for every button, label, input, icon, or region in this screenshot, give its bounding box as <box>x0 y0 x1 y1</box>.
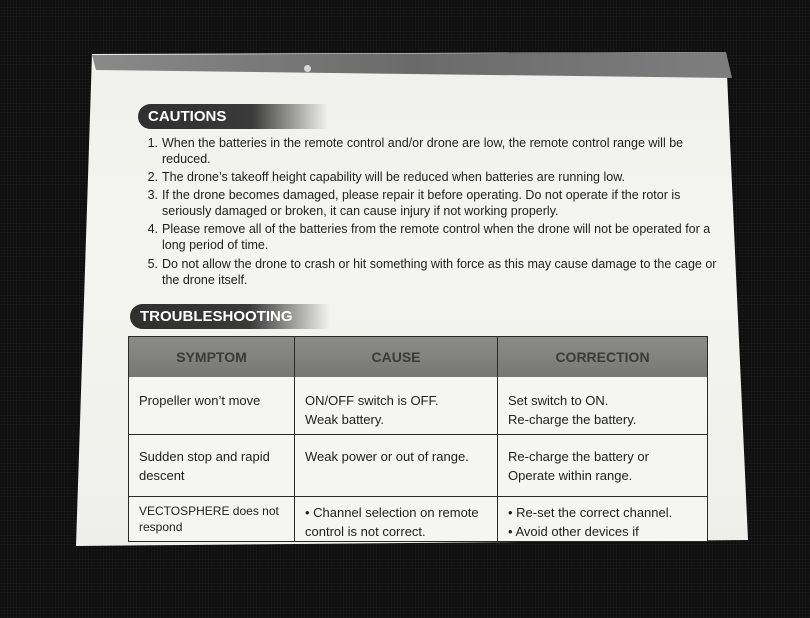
cause-cell <box>295 377 498 435</box>
correction-line: Set switch to ON. <box>508 393 609 408</box>
caution-number: 3. <box>147 188 158 202</box>
correction-line: Re-charge the battery. <box>508 412 637 427</box>
cautions-heading: CAUTIONS <box>138 104 328 129</box>
symptom-cell: Sudden stop and rapid descent <box>129 435 295 497</box>
column-header-correction: CORRECTION <box>498 337 707 377</box>
caution-text: Please remove all of the batteries from the remote control when the drone will not be operated for a long period of time. <box>162 222 711 252</box>
caution-text: Do not allow the drone to crash or hit something with force as this may cause damage to the cage or the drone itself. <box>162 257 717 287</box>
caution-number: 4. <box>147 222 158 236</box>
cause-line: Weak battery. <box>305 412 384 427</box>
caution-number: 5. <box>147 257 158 271</box>
correction-cell <box>498 497 707 542</box>
symptom-cell: Propeller won’t move <box>129 377 295 435</box>
caution-number: 2. <box>147 170 158 184</box>
correction-line: Re-charge the battery or Operate within range. <box>508 449 649 483</box>
strip-hole <box>304 65 311 72</box>
cause-cell <box>295 497 498 542</box>
troubleshooting-heading: TROUBLESHOOTING <box>130 304 330 329</box>
column-header-cause: CAUSE <box>295 337 498 377</box>
symptom-cell: VECTOSPHERE does not respond <box>129 497 295 542</box>
caution-number: 1. <box>147 136 158 150</box>
cause-line: ON/OFF switch is OFF. <box>305 393 439 408</box>
correction-line: • Re-set the correct channel. <box>508 505 673 520</box>
troubleshooting-table <box>128 336 708 542</box>
cause-cell <box>295 435 498 497</box>
cause-line: • Channel selection on remote control is not correct. <box>305 505 479 539</box>
caution-text: If the drone becomes damaged, please repair it before operating. Do not operate if the rotor is seriously damaged or broken, it can cause injury if not working properly. <box>162 188 681 218</box>
caution-text: The drone’s takeoff height capability will be reduced when batteries are running low. <box>162 170 626 184</box>
correction-cell <box>498 435 707 497</box>
cause-line: Weak power or out of range. <box>305 449 469 464</box>
correction-cell <box>498 377 707 435</box>
column-header-symptom: SYMPTOM <box>129 337 295 377</box>
caution-text: When the batteries in the remote control and/or drone are low, the remote control range will be reduced. <box>162 136 684 166</box>
correction-line: • Avoid other devices if <box>508 524 639 539</box>
